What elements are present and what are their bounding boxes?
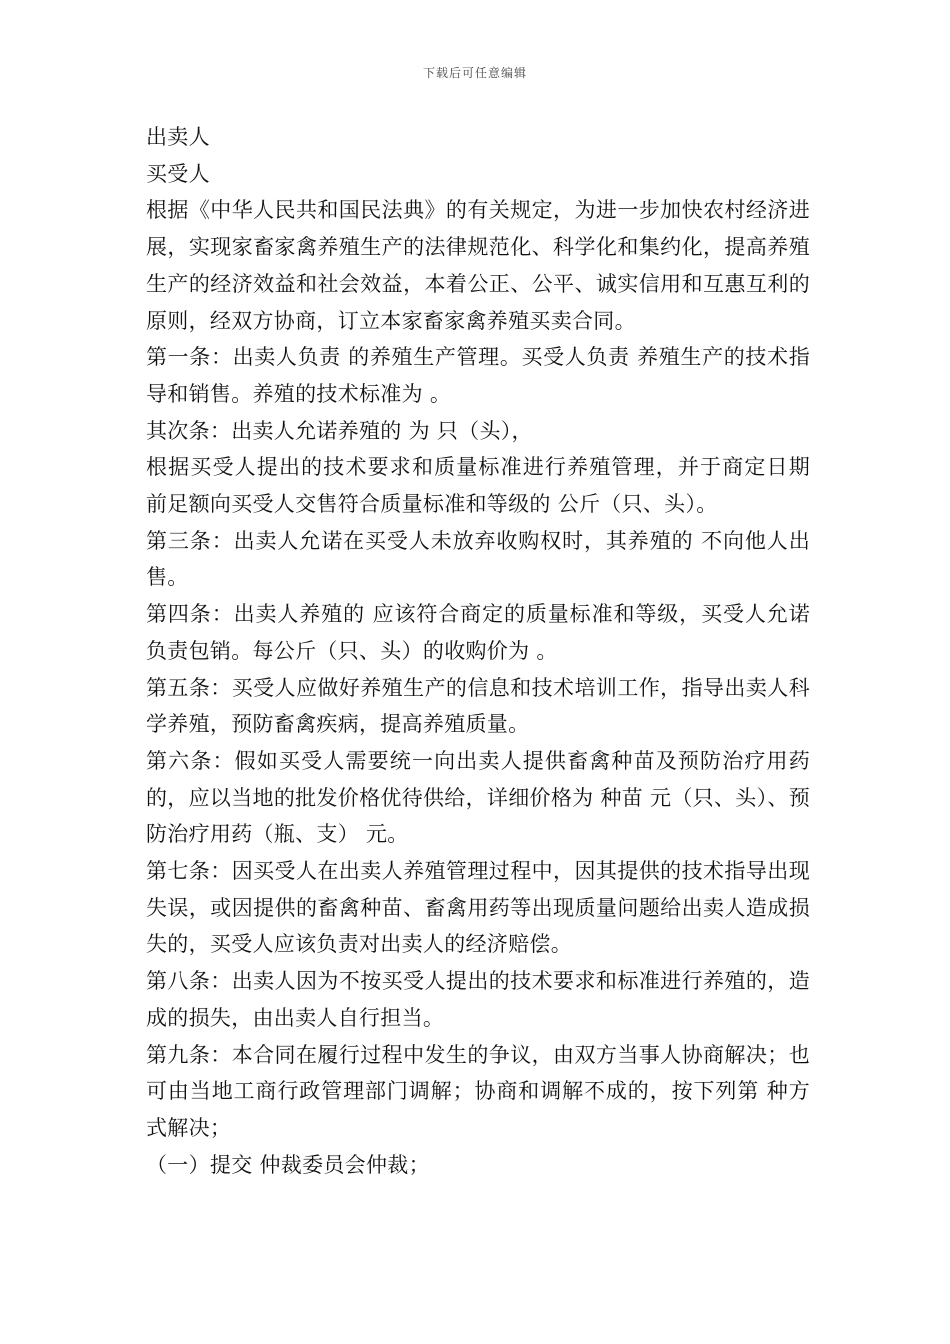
article-8: 第八条：出卖人因为不按买受人提出的技术要求和标准进行养殖的，造成的损失，由出卖人自行担当。: [146, 969, 810, 1030]
article-4: 第四条：出卖人养殖的 应该符合商定的质量标准和等级，买受人允诺负责包销。每公斤（只、头）的收购价为 。: [146, 602, 810, 663]
article-9: 第九条：本合同在履行过程中发生的争议，由双方当事人协商解决；也可由当地工商行政管理部门调解；协商和调解不成的，按下列第 种方式解决；: [146, 1042, 810, 1140]
article-7: 第七条：因买受人在出卖人养殖管理过程中，因其提供的技术指导出现失误，或因提供的畜禽种苗、畜禽用药等出现质量问题给出卖人造成损失的，买受人应该负责对出卖人的经济赔偿。: [146, 859, 810, 957]
article-2-continued: 根据买受人提出的技术要求和质量标准进行养殖管理，并于商定日期 前足额向买受人交售符合质量标准和等级的 公斤（只、头）。: [146, 455, 810, 517]
article-1: 第一条：出卖人负责 的养殖生产管理。买受人负责 养殖生产的技术指导和销售。养殖的技术标准为 。: [146, 345, 810, 406]
article-3: 第三条：出卖人允诺在买受人未放弃收购权时，其养殖的 不向他人出售。: [146, 528, 810, 590]
article-6: 第六条：假如买受人需要统一向出卖人提供畜禽种苗及预防治疗用药的，应以当地的批发价格优待供给，详细价格为 种苗 元（只、头）、预防治疗用药（瓶、支） 元。: [146, 748, 810, 847]
buyer-line: 买受人: [146, 161, 210, 186]
article-5: 第五条：买受人应做好养殖生产的信息和技术培训工作，指导出卖人科学养殖，预防畜禽疾病，提高养殖质量。: [146, 675, 810, 737]
article-2: 其次条：出卖人允诺养殖的 为 只（头），: [146, 418, 533, 443]
preamble-paragraph: 根据《中华人民共和国民法典》的有关规定，为进一步加快农村经济进展，实现家畜家禽养殖生产的法律规范化、科学化和集约化，提高养殖生产的经济效益和社会效益，本着公正、公平、诚实信用和互惠互利的原则，经双方协商，订立本家畜家禽养殖买卖合同。: [146, 198, 810, 333]
dispute-option-1: （一）提交 仲裁委员会仲裁；: [146, 1152, 430, 1177]
seller-line: 出卖人: [146, 125, 210, 149]
page-header-note: 下载后可任意编辑: [422, 66, 527, 80]
contract-body: [146, 119, 810, 1183]
